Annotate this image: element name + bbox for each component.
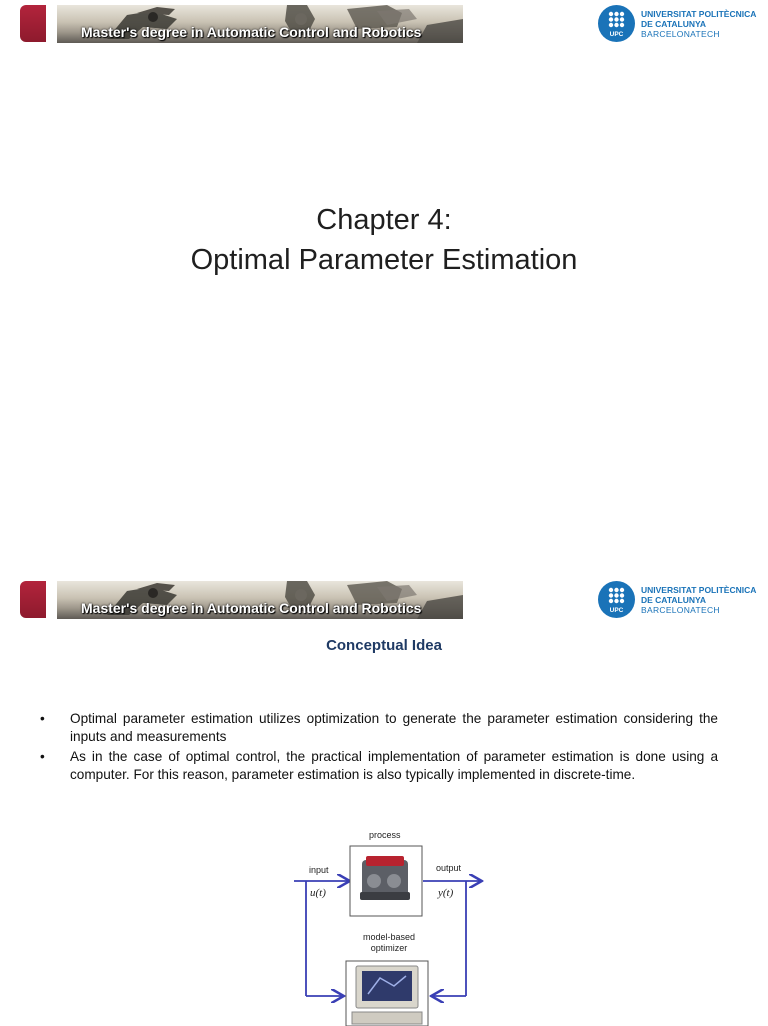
diagram-arrows xyxy=(290,826,500,1026)
computer-icon xyxy=(352,966,422,1024)
upc-logo xyxy=(598,581,766,619)
university-line3: BARCELONATECH xyxy=(641,29,720,39)
university-line1: UNIVERSITAT POLITÈCNICA xyxy=(641,585,757,595)
university-name xyxy=(641,585,756,615)
output-signal: y(t) xyxy=(438,887,454,899)
program-title: Master's degree in Automatic Control and Robotics xyxy=(81,24,422,40)
input-signal: u(t) xyxy=(310,887,326,899)
svg-text:UPC: UPC xyxy=(609,607,624,614)
optimizer-label-line2: optimizer xyxy=(370,943,408,953)
bullet-icon: • xyxy=(40,711,45,726)
output-label: output xyxy=(436,863,462,873)
red-accent-tab xyxy=(20,581,46,618)
concept-slide xyxy=(0,576,768,1024)
bullet-text: Optimal parameter estimation utilizes optimization to generate the parameter estimation considering the inputs and measurements xyxy=(70,711,718,744)
bullet-icon: • xyxy=(40,749,45,764)
bullet-list xyxy=(38,710,718,786)
university-line1: UNIVERSITAT POLITÈCNICA xyxy=(641,9,757,19)
university-line2: DE CATALUNYA xyxy=(641,595,707,605)
upc-seal-icon xyxy=(598,581,635,618)
chapter-name: Optimal Parameter Estimation xyxy=(190,244,578,276)
chapter-number: Chapter 4: xyxy=(316,204,452,236)
red-accent-tab xyxy=(20,5,46,42)
upc-logo xyxy=(598,5,766,43)
program-banner xyxy=(57,581,463,619)
engine-icon xyxy=(360,856,410,900)
list-item xyxy=(38,748,718,784)
upc-seal-icon xyxy=(598,5,635,42)
university-line3: BARCELONATECH xyxy=(641,605,720,615)
process-label: process xyxy=(369,830,401,840)
university-name xyxy=(641,9,756,39)
estimation-diagram xyxy=(290,826,500,1026)
list-item xyxy=(38,710,718,746)
optimizer-label-line1: model-based xyxy=(362,932,416,942)
slide-header xyxy=(0,576,768,624)
bullet-text: As in the case of optimal control, the practical implementation of parameter estimation is done using a computer. For this reason, parameter estimation is also typically implemented in discrete-time. xyxy=(70,749,718,782)
university-line2: DE CATALUNYA xyxy=(641,19,707,29)
svg-text:UPC: UPC xyxy=(609,31,624,38)
section-heading: Conceptual Idea xyxy=(326,637,442,654)
chapter-title xyxy=(0,200,768,280)
program-title: Master's degree in Automatic Control and Robotics xyxy=(81,600,422,616)
slide-header xyxy=(0,0,768,48)
program-banner xyxy=(57,5,463,43)
input-label: input xyxy=(309,865,329,875)
